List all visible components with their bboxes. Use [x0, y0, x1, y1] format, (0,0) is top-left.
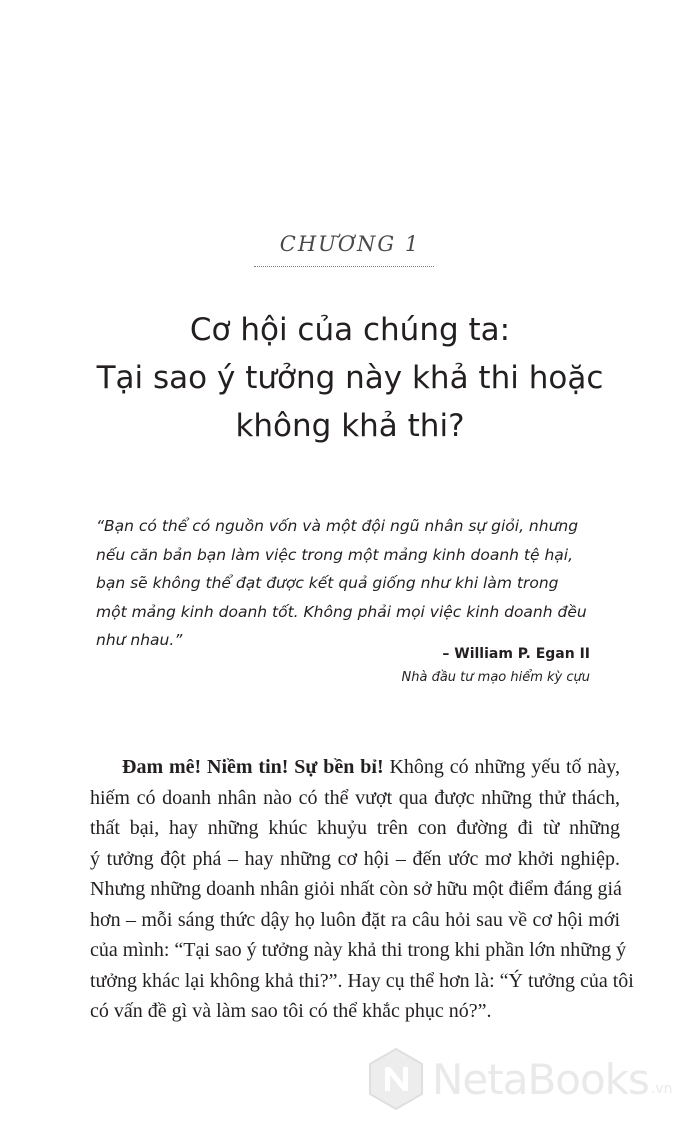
- watermark: [362, 1045, 672, 1113]
- body-line: hơn – mỗi sáng thức dậy họ luôn đặt ra câu hỏi sau về cơ hội mới: [90, 908, 620, 931]
- chapter-title-line: Tại sao ý tưởng này khả thi hoặc: [96, 360, 604, 396]
- epigraph-line: một mảng kinh doanh tốt. Không phải mọi việc kinh doanh đều: [96, 602, 587, 621]
- body-line: ý tưởng đột phá – hay những cơ hội – đến ước mơ khởi nghiệp.: [90, 847, 620, 870]
- epigraph-line: như nhau.”: [96, 631, 183, 649]
- body-line-text: Không có những yếu tố này,: [383, 756, 620, 778]
- netabooks-logo-icon: [362, 1045, 430, 1113]
- chapter-divider: [254, 266, 434, 267]
- chapter-title: [0, 306, 700, 450]
- chapter-title-line: Cơ hội của chúng ta:: [189, 312, 511, 348]
- body-line: thất bại, hay những khúc khuỷu trên con đường đi từ những: [90, 817, 620, 839]
- body-line: [90, 752, 620, 783]
- watermark-brand: NetaBooks: [432, 1054, 649, 1104]
- epigraph-line: bạn sẽ không thể đạt được kết quả giống như khi làm trong: [96, 574, 559, 592]
- body-line: hiếm có doanh nhân nào có thể vượt qua được những thử thách,: [90, 786, 620, 809]
- epigraph-author-role: Nhà đầu tư mạo hiểm kỳ cựu: [401, 670, 590, 685]
- epigraph-line: nếu căn bản bạn làm việc trong một mảng kinh doanh tệ hại,: [96, 545, 573, 564]
- chapter-title-line: không khả thi?: [235, 408, 465, 444]
- watermark-suffix: .vn: [650, 1081, 673, 1097]
- epigraph-quote: [96, 512, 596, 655]
- epigraph-line: “Bạn có thể có nguồn vốn và một đội ngũ nhân sự giỏi, nhưng: [96, 517, 579, 535]
- chapter-label: CHƯƠNG 1: [279, 232, 421, 256]
- body-paragraph: [90, 752, 634, 1027]
- body-lead-bold: Đam mê! Niềm tin! Sự bền bỉ!: [122, 756, 384, 778]
- body-line: có vấn đề gì và làm sao tôi có thể khắc phục nó?”.: [90, 1000, 492, 1022]
- body-line: tưởng khác lại không khả thi?”. Hay cụ thể hơn là: “Ý tưởng của tôi: [90, 969, 634, 992]
- body-line: Nhưng những doanh nhân giỏi nhất còn sở hữu một điểm đáng giá: [90, 878, 622, 900]
- epigraph-author: – William P. Egan II: [442, 646, 590, 662]
- body-line: của mình: “Tại sao ý tưởng này khả thi trong khi phần lớn những ý: [90, 939, 627, 961]
